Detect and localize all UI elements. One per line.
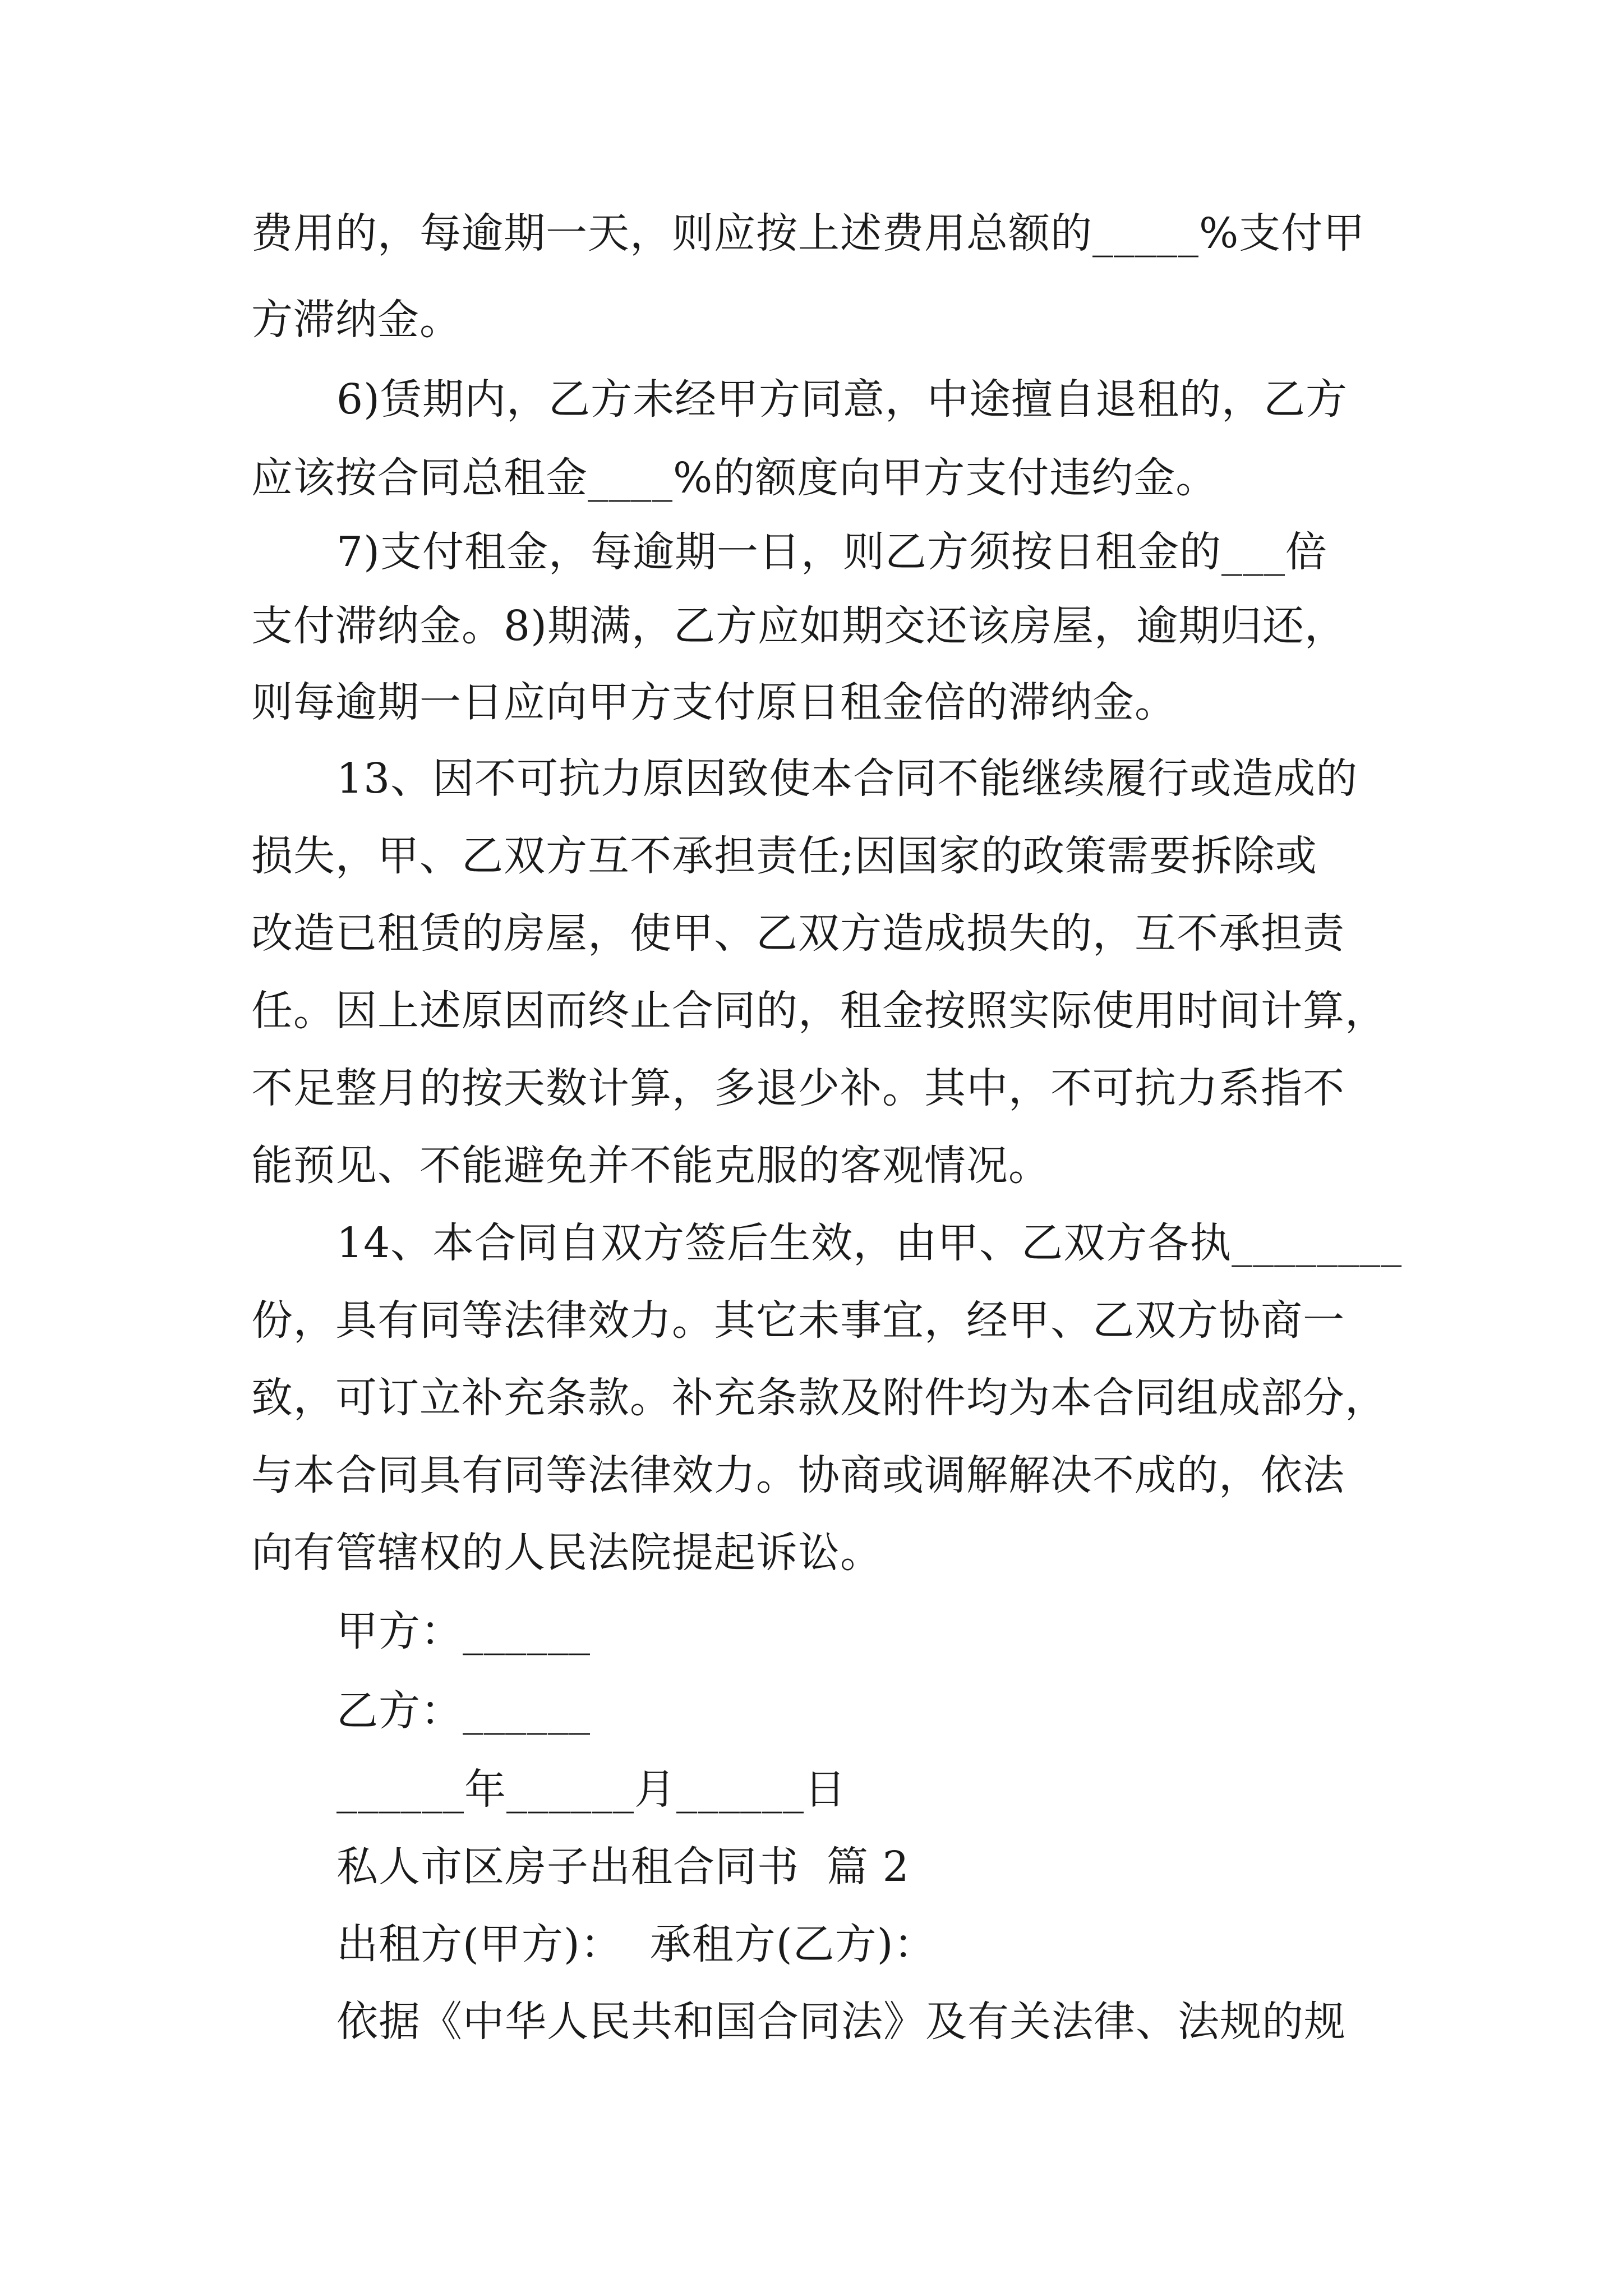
body-line: 任。因上述原因而终止合同的，租金按照实际使用时间计算， — [251, 987, 1387, 1035]
body-line: 应该按合同总租金____%的额度向甲方支付违约金。 — [251, 454, 1218, 502]
body-line: 致，可订立补充条款。补充条款及附件均为本合同组成部分， — [251, 1374, 1387, 1422]
body-line: 与本合同具有同等法律效力。协商或调解解决不成的，依法 — [251, 1451, 1345, 1499]
body-line: 方滞纳金。 — [251, 296, 462, 344]
body-line: 14、本合同自双方签后生效，由甲、乙双方各执________ — [336, 1219, 1403, 1267]
signing-date: ______年______月______日 — [336, 1765, 846, 1814]
party-a-signature: 甲方：______ — [336, 1607, 591, 1655]
body-line: 损失，甲、乙双方互不承担责任;因国家的政策需要拆除或 — [251, 832, 1317, 880]
body-line: 能预见、不能避免并不能克服的客观情况。 — [251, 1142, 1050, 1190]
body-line: 13、因不可抗力原因致使本合同不能继续履行或造成的 — [336, 754, 1358, 803]
body-line: 费用的，每逾期一天，则应按上述费用总额的_____%支付甲 — [251, 209, 1366, 257]
body-line: 6)赁期内，乙方未经甲方同意，中途擅自退租的，乙方 — [336, 375, 1348, 424]
party-b-signature: 乙方：______ — [336, 1687, 591, 1735]
body-line: 则每逾期一日应向甲方支付原日租金倍的滞纳金。 — [251, 678, 1177, 726]
body-line: 支付滞纳金。8)期满，乙方应如期交还该房屋，逾期归还， — [251, 602, 1347, 650]
body-line: 不足整月的按天数计算，多退少补。其中，不可抗力系指不 — [251, 1064, 1345, 1112]
body-line: 改造已租赁的房屋，使甲、乙双方造成损失的，互不承担责 — [251, 909, 1345, 958]
body-line: 7)支付租金，每逾期一日，则乙方须按日租金的___倍 — [336, 528, 1327, 576]
intro-line: 依据《中华人民共和国合同法》及有关法律、法规的规 — [336, 1998, 1346, 2046]
section-title: 私人市区房子出租合同书 篇 2 — [336, 1843, 910, 1891]
body-line: 份，具有同等法律效力。其它未事宜，经甲、乙双方协商一 — [251, 1296, 1345, 1345]
parties-line: 出租方(甲方)： 承租方(乙方)： — [336, 1920, 936, 1968]
body-line: 向有管辖权的人民法院提起诉讼。 — [251, 1529, 882, 1577]
